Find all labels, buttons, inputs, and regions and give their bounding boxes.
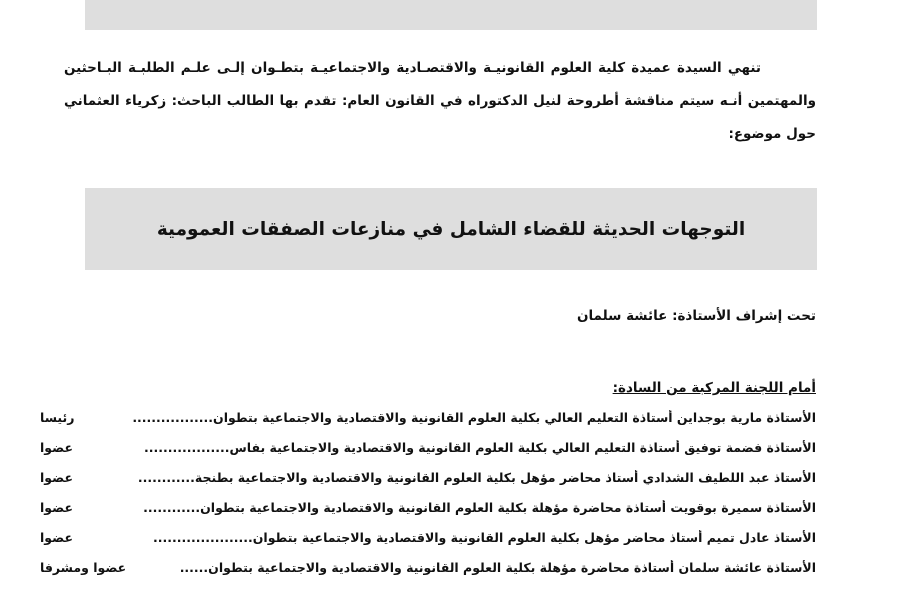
member-role: عضوا bbox=[40, 440, 73, 455]
member-description: الأستاذة سميرة بوقويت أستاذة محاضرة مؤهلة بكلية العلوم القانونية والاقتصادية والاجتماعية بتطوان............ bbox=[143, 500, 816, 515]
member-role: عضوا bbox=[40, 470, 73, 485]
committee-member-row bbox=[40, 410, 816, 440]
supervisor-line: تحت إشراف الأستاذة: عائشة سلمان bbox=[576, 308, 816, 324]
committee-member-row bbox=[40, 530, 816, 560]
member-description: الأستاذ عادل تميم أستاذ محاضر مؤهل بكلية العلوم القانونية والاقتصادية والاجتماعية بتطوان..................... bbox=[153, 530, 816, 545]
thesis-title-box bbox=[85, 188, 817, 270]
committee-member-list bbox=[40, 410, 816, 590]
member-role: عضوا bbox=[40, 500, 73, 515]
member-description: الأستاذة فضمة توفيق أستاذة التعليم العالي بكلية العلوم القانونية والاقتصادية والاجتماعية بفاس.................. bbox=[144, 440, 816, 455]
committee-heading: أمام اللجنة المركبة من السادة: bbox=[612, 380, 816, 396]
committee-member-row bbox=[40, 500, 816, 530]
member-description: الأستاذ عبد اللطيف الشدادي أستاذ محاضر مؤهل بكلية العلوم القانونية والاقتصادية والاجتماعية بطنجة............ bbox=[137, 470, 816, 485]
member-role: رئيسا bbox=[40, 410, 75, 425]
member-description: الأستاذة عائشة سلمان أستاذة محاضرة مؤهلة بكلية العلوم القانونية والاقتصادية والاجتماعية بتطوان...... bbox=[179, 560, 816, 575]
thesis-title: التوجهات الحديثة للقضاء الشامل في منازعات الصفقات العمومية bbox=[156, 218, 746, 240]
committee-member-row bbox=[40, 470, 816, 500]
committee-member-row bbox=[40, 440, 816, 470]
intro-paragraph bbox=[64, 52, 816, 151]
member-role: عضوا ومشرفا bbox=[40, 560, 127, 575]
top-shaded-band bbox=[85, 0, 817, 30]
committee-member-row bbox=[40, 560, 816, 590]
intro-text: تنهي السيدة عميدة كلية العلوم القانونيـة والاقتصـادية والاجتماعيـة بتطـوان إلـى علـم الطلبـة البـاحثين والمهتمين أنـه سيتم مناقشة أطروحة لنيل الدكتوراه في القانون العام: تقدم بها الطالب الباحث: زكرياء العثماني حول موضوع: bbox=[64, 60, 816, 142]
member-role: عضوا bbox=[40, 530, 73, 545]
member-description: الأستاذة مارية بوجداين أستاذة التعليم العالي بكلية العلوم القانونية والاقتصادية والاجتماعية بتطوان................. bbox=[132, 410, 816, 425]
